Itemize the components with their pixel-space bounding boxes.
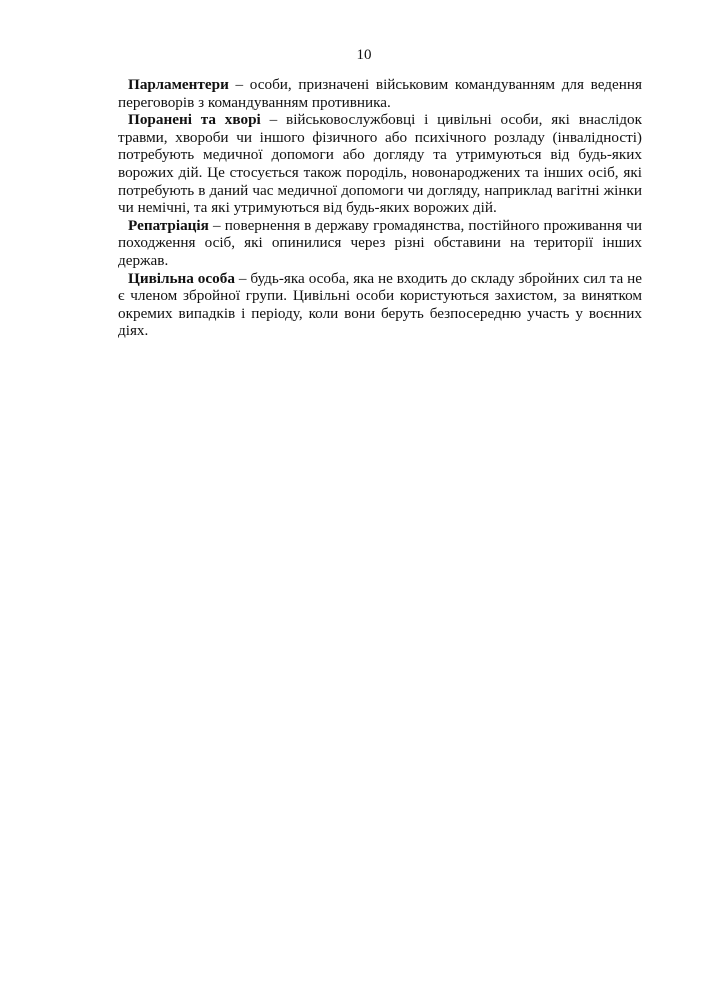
definition-term: Парламентери [128, 76, 229, 93]
definition-text: – військовослужбовці і цивільні особи, які внаслідок травми, хвороби чи іншого фізичного або психічного розладу (інвалідності) потребують медичної допомоги або догляду та утримуються від будь-яких ворожих дій. Це стосується також породіль, новонароджених та інших осіб, які потребують в даний час медичної допомоги чи догляду, наприклад вагітні жінки чи немічні, та які утримуються від будь-яких ворожих дій. [118, 111, 642, 217]
definition-paragraph [118, 111, 642, 217]
definition-term: Поранені та хворі [128, 111, 261, 129]
definition-paragraph [118, 217, 642, 270]
definition-term: Цивільна особа [128, 269, 235, 287]
definition-text: – будь-яка особа, яка не входить до складу збройних сил та не є членом збройної групи. Цивільні особи користуються захистом, за винятком окремих випадків і періоду, коли вони беруть безпосередню участь у воєнних діях. [118, 269, 642, 340]
definition-text: – особи, призначені військовим командуванням для ведення переговорів з командуванням противника. [118, 76, 642, 111]
definition-term: Репатріація [128, 216, 209, 234]
definition-paragraph [118, 76, 642, 111]
definitions-list [118, 76, 642, 340]
page-number: 10 [356, 47, 372, 63]
definition-paragraph [118, 270, 642, 340]
definition-text: – повернення в державу громадянства, постійного проживання чи походження осіб, які опинилися через різні обставини на території інших держав. [118, 216, 642, 269]
